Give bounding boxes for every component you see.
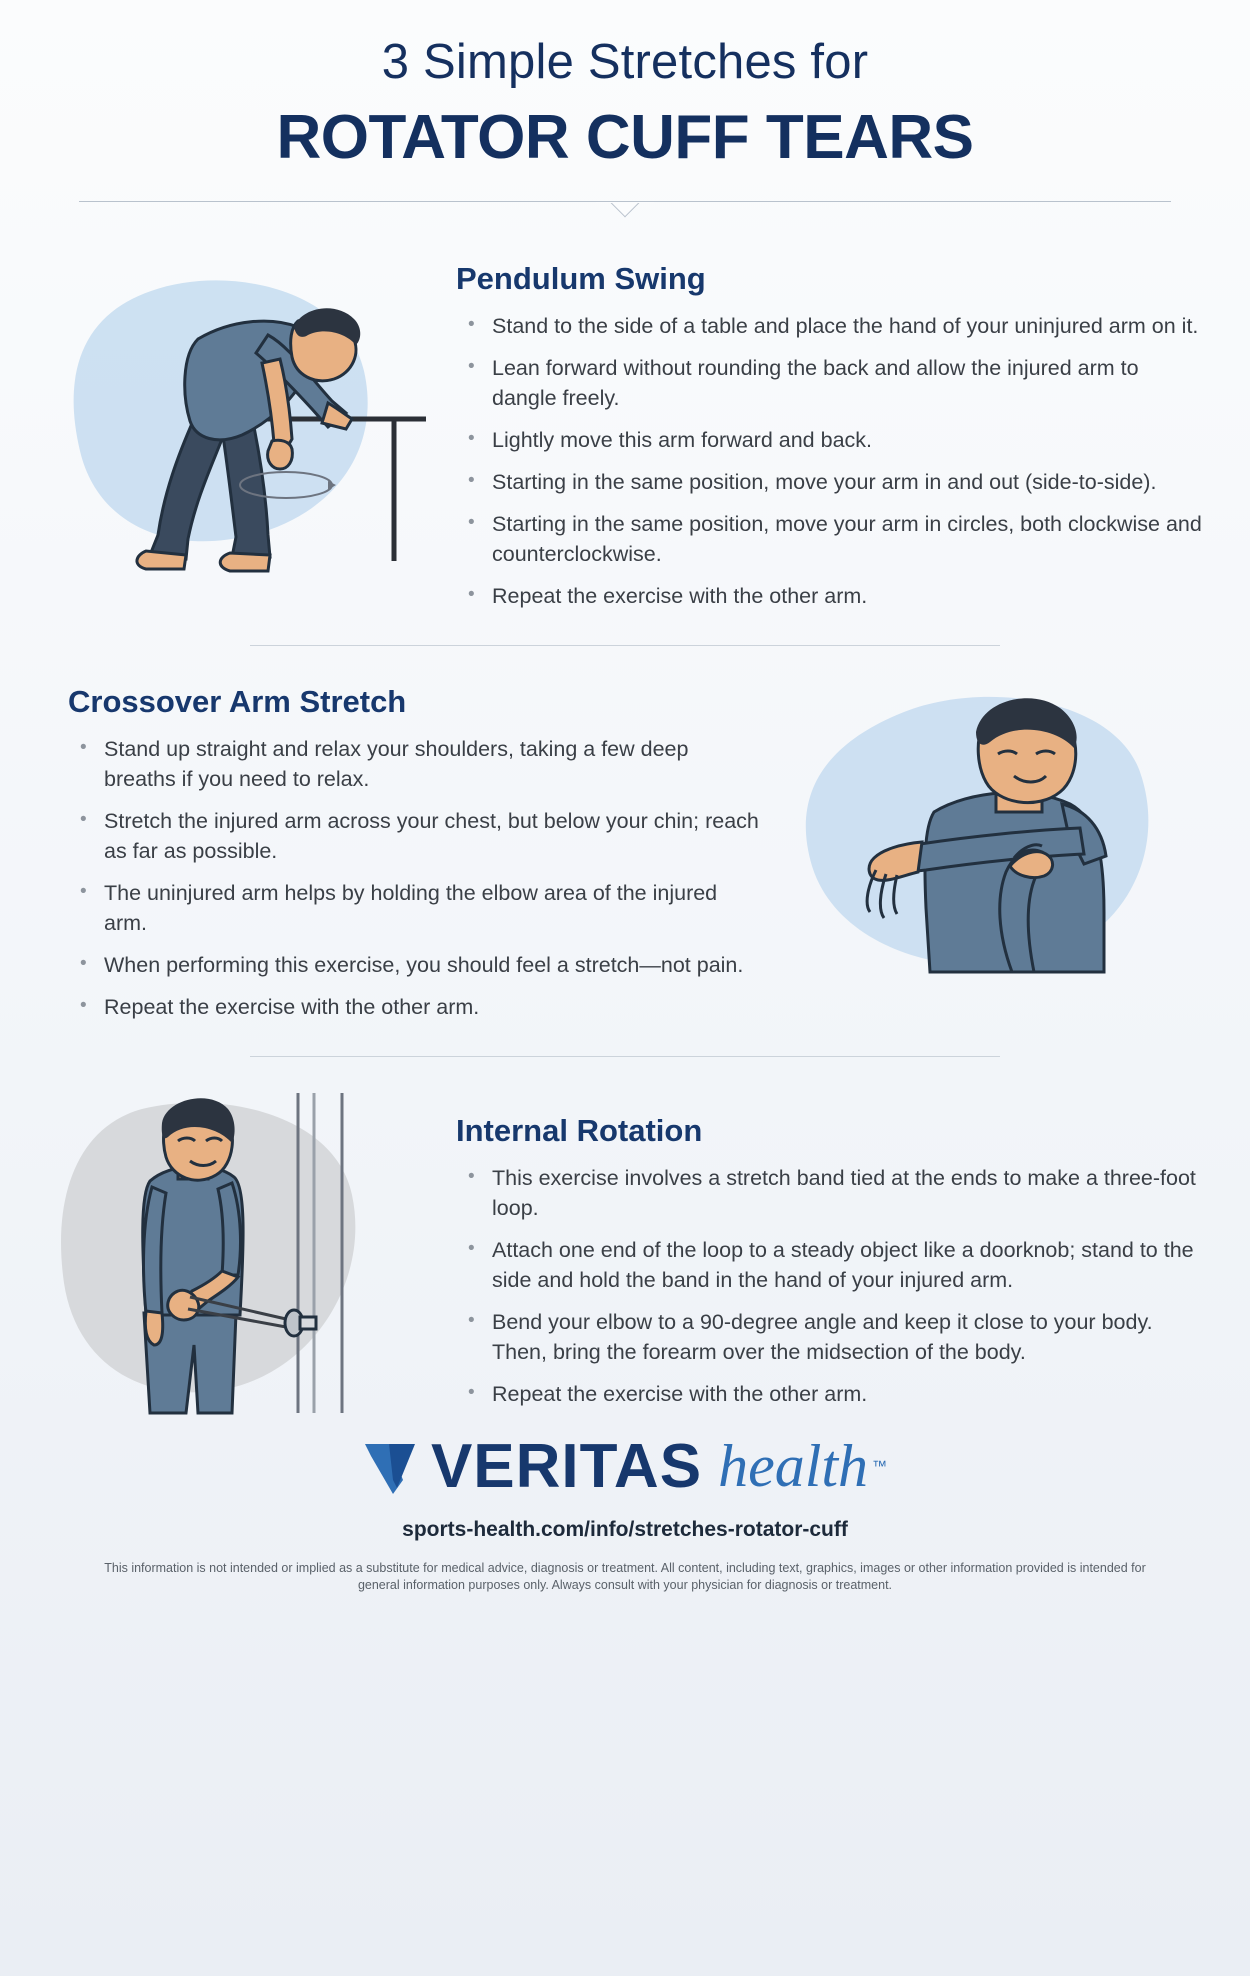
logo-health-text: health: [718, 1433, 869, 1499]
internal-rotation-svg: [46, 1083, 446, 1423]
section-title-internal-rotation: Internal Rotation: [456, 1113, 703, 1148]
crossover-arm-stretch-illustration: [784, 672, 1204, 1002]
list-item: • Starting in the same position, move your arm in and out (side-to-side).: [456, 467, 1204, 497]
internal-rotation-bullet-list: [456, 1163, 1204, 1409]
list-item: • Attach one end of the loop to a steady object like a doorknob; stand to the side and hold the band in the hand of your injured arm.: [456, 1235, 1204, 1295]
list-item: • Bend your elbow to a 90-degree angle and keep it close to your body. Then, bring the forearm over the midsection of the body.: [456, 1307, 1204, 1367]
internal-rotation-content: [446, 1083, 1204, 1421]
section-internal-rotation: [0, 1083, 1250, 1423]
divider-notch-icon: [596, 202, 654, 230]
pendulum-swing-svg: [46, 243, 446, 593]
list-item: • Starting in the same position, move your arm in circles, both clockwise and counterclockwise.: [456, 509, 1204, 569]
list-item: • Repeat the exercise with the other arm.: [456, 1379, 1204, 1409]
legal-disclaimer: This information is not intended or implied as a substitute for medical advice, diagnosis or treatment. All content, including text, graphics, images or other information provided is intended for general information purposes only. Always consult with your physician for diagnosis or treatment.: [104, 1561, 1146, 1592]
site-url[interactable]: sports-health.com/info/stretches-rotator-cuff: [402, 1518, 848, 1541]
list-item: • Stretch the injured arm across your chest, but below your chin; reach as far as possible.: [68, 806, 760, 866]
list-item: • Stand up straight and relax your shoulders, taking a few deep breaths if you need to relax.: [68, 734, 760, 794]
section-crossover-arm-stretch: [0, 672, 1250, 1034]
logo-veritas-text: VERITAS: [430, 1432, 703, 1501]
list-item: • The uninjured arm helps by holding the elbow area of the injured arm.: [68, 878, 760, 938]
page-title-line1: 3 Simple Stretches for: [381, 35, 869, 89]
list-item: • This exercise involves a stretch band tied at the ends to make a three-foot loop.: [456, 1163, 1204, 1223]
logo-trademark: ™: [872, 1458, 888, 1475]
header-divider: [79, 201, 1171, 229]
internal-rotation-illustration: [46, 1083, 446, 1423]
list-item: • Stand to the side of a table and place the hand of your uninjured arm on it.: [456, 311, 1204, 341]
section-pendulum-swing: [0, 243, 1250, 623]
pendulum-swing-illustration: [46, 243, 446, 593]
list-item: • Repeat the exercise with the other arm.: [456, 581, 1204, 611]
crossover-svg: [784, 672, 1204, 1002]
veritas-health-logo[interactable]: [0, 1431, 1250, 1502]
section-divider-1: [250, 645, 1000, 646]
list-item: • Lightly move this arm forward and back.: [456, 425, 1204, 455]
crossover-content: [46, 672, 784, 1034]
crossover-bullet-list: [68, 734, 760, 1022]
header: [0, 0, 1250, 229]
list-item: • When performing this exercise, you should feel a stretch—not pain.: [68, 950, 760, 980]
checkmark-icon: [363, 1436, 429, 1498]
section-title-pendulum: Pendulum Swing: [456, 261, 706, 296]
section-divider-2: [250, 1056, 1000, 1057]
section-title-crossover: Crossover Arm Stretch: [68, 684, 407, 719]
list-item: • Lean forward without rounding the back and allow the injured arm to dangle freely.: [456, 353, 1204, 413]
pendulum-swing-content: [446, 243, 1204, 623]
list-item: • Repeat the exercise with the other arm.: [68, 992, 760, 1022]
footer: [0, 1423, 1250, 1594]
page-title-line2: ROTATOR CUFF TEARS: [276, 103, 974, 172]
pendulum-bullet-list: [456, 311, 1204, 611]
